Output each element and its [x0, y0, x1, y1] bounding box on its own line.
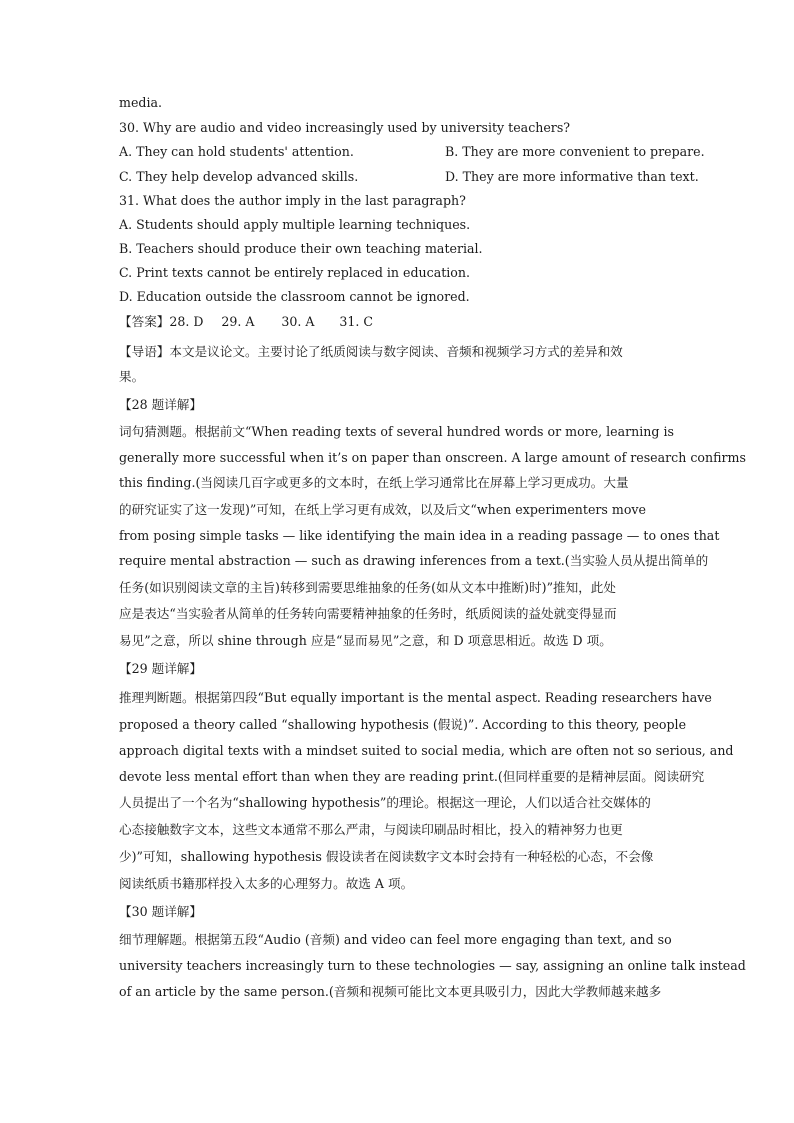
explanation-29-line: proposed a theory called “shallowing hypothesis (假说)”. According to this theory, people	[119, 717, 687, 732]
explanation-28-line: 的研究证实了这一发现)”可知，在纸上学习更有成效，以及后文“when experimenters move	[119, 502, 646, 517]
section-heading-29: 【29 题详解】	[119, 661, 202, 676]
explanation-28-line: generally more successful when it’s on paper than onscreen. A large amount of research confirms	[119, 450, 746, 465]
intro-line-2: 果。	[119, 369, 145, 384]
option-30-b: B. They are more convenient to prepare.	[445, 144, 705, 159]
explanation-29-line: 阅读纸质书籍那样投入太多的心理努力。故选 A 项。	[119, 876, 414, 891]
explanation-28-line: 任务(如识别阅读文章的主旨)转移到需要思维抽象的任务(如从文本中推断)时)”推知，此处	[119, 580, 616, 595]
question-30-stem: 30. Why are audio and video increasingly used by university teachers?	[119, 120, 571, 135]
explanation-29-line: 推理判断题。根据第四段“But equally important is the mental aspect. Reading researchers have	[119, 690, 712, 705]
section-heading-30: 【30 题详解】	[119, 904, 202, 919]
answer-29: 29. A	[221, 314, 255, 329]
option-30-c: C. They help develop advanced skills.	[119, 169, 359, 184]
explanation-29-line: 人员提出了一个名为“shallowing hypothesis”的理论。根据这一理论，人们以适合社交媒体的	[119, 795, 651, 810]
section-heading-28: 【28 题详解】	[119, 397, 202, 412]
question-30-options-row-2	[119, 169, 699, 185]
answer-label: 【答案】	[119, 314, 170, 329]
explanation-29-line: devote less mental effort than when they are reading print.(但同样重要的是精神层面。阅读研究	[119, 769, 705, 784]
explanation-29-line: 少)”可知，shallowing hypothesis 假设读者在阅读数字文本时会持有一种轻松的心态，不会像	[119, 849, 654, 864]
question-30-options-row-1	[119, 144, 705, 160]
answer-30: 30. A	[281, 314, 315, 329]
option-30-d: D. They are more informative than text.	[445, 169, 699, 184]
intro-line-1: 【导语】本文是议论文。主要讨论了纸质阅读与数字阅读、音频和视频学习方式的差异和效	[119, 344, 623, 359]
option-30-a: A. They can hold students' attention.	[119, 144, 354, 159]
explanation-28-line: this finding.(当阅读几百字或更多的文本时，在纸上学习通常比在屏幕上学习更成功。大量	[119, 475, 629, 490]
explanation-28-line: 易见”之意，所以 shine through 应是“显而易见”之意，和 D 项意思相近。故选 D 项。	[119, 633, 612, 648]
option-31-d: D. Education outside the classroom cannot be ignored.	[119, 289, 470, 304]
explanation-29-line: 心态接触数字文本，这些文本通常不那么严肃，与阅读印刷品时相比，投入的精神努力也更	[119, 822, 623, 837]
text-line: media.	[119, 95, 162, 110]
answer-28: 28. D	[169, 314, 204, 329]
answer-line	[119, 314, 679, 330]
option-31-b: B. Teachers should produce their own teaching material.	[119, 241, 483, 256]
question-31-stem: 31. What does the author imply in the last paragraph?	[119, 193, 466, 208]
explanation-30-line: of an article by the same person.(音频和视频可能比文本更具吸引力，因此大学教师越来越多	[119, 984, 662, 999]
option-31-a: A. Students should apply multiple learning techniques.	[119, 217, 471, 232]
explanation-29-line: approach digital texts with a mindset suited to social media, which are often not so serious, and	[119, 743, 734, 758]
explanation-30-line: 细节理解题。根据第五段“Audio (音频) and video can feel more engaging than text, and so	[119, 932, 672, 947]
explanation-28-line: 应是表达“当实验者从简单的任务转向需要精神抽象的任务时，纸质阅读的益处就变得显而	[119, 606, 617, 621]
explanation-28-line: require mental abstraction — such as drawing inferences from a text.(当实验人员从提出简单的	[119, 553, 709, 568]
explanation-28-line: from posing simple tasks — like identifying the main idea in a reading passage — to ones that	[119, 528, 720, 543]
answer-31: 31. C	[339, 314, 374, 329]
option-31-c: C. Print texts cannot be entirely replaced in education.	[119, 265, 471, 280]
explanation-30-line: university teachers increasingly turn to these technologies — say, assigning an online talk instead	[119, 958, 746, 973]
explanation-28-line: 词句猜测题。根据前文“When reading texts of several hundred words or more, learning is	[119, 424, 674, 439]
